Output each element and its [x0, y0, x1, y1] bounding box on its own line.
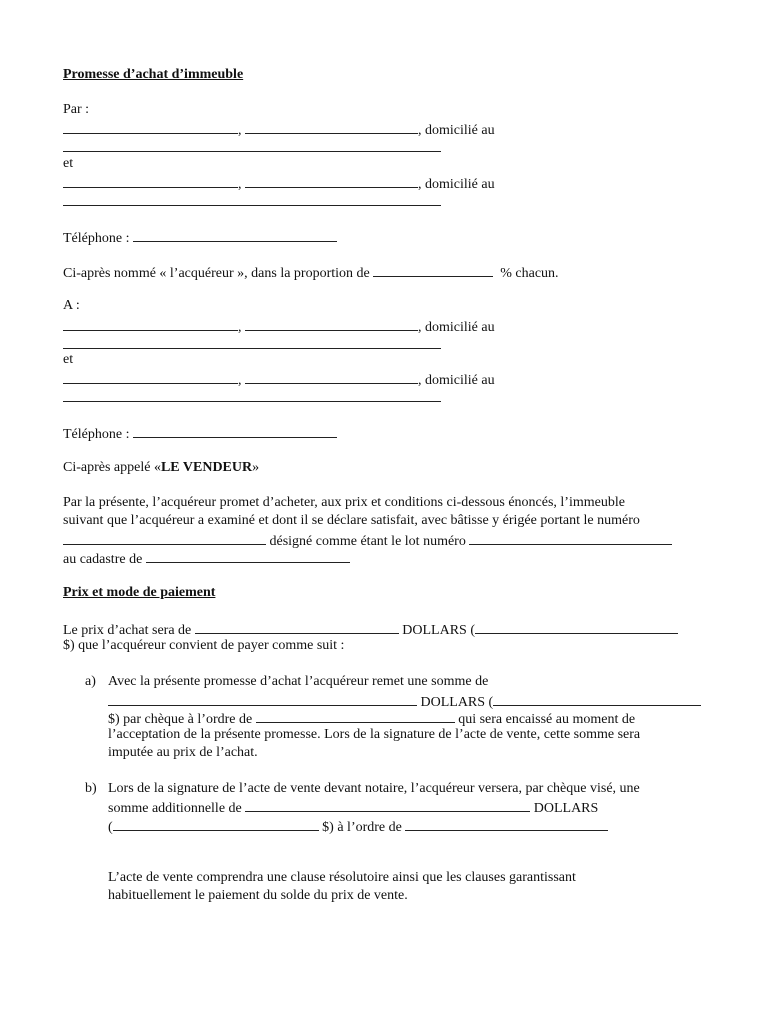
buyer-phone-label: Téléphone : — [63, 231, 130, 246]
cadastre-label: au cadastre de — [63, 552, 143, 567]
a-label: A : — [63, 298, 80, 313]
vendeur-prefix: Ci-après appelé « — [63, 460, 161, 475]
deposit-encaisse-label: qui sera encaissé au moment de — [458, 712, 636, 727]
price-line-2: $) que l’acquéreur convient de payer comme suit : — [63, 638, 345, 653]
deposit-words-field[interactable] — [108, 692, 417, 706]
item-a-label: a) — [85, 674, 96, 689]
seller-phone-row — [63, 424, 337, 443]
item-a-line-3 — [108, 709, 635, 728]
price-dollars-label: DOLLARS ( — [402, 623, 475, 638]
seller-et-label: et — [63, 352, 74, 367]
seller1-firstname-field[interactable] — [245, 317, 418, 331]
buyer1-firstname-field[interactable] — [245, 120, 418, 134]
buyer-proportion-label: Ci-après nommé « l’acquéreur », dans la proportion de — [63, 266, 370, 281]
par-label: Par : — [63, 102, 90, 117]
deposit-payee-field[interactable] — [256, 709, 455, 723]
buyer-et-label: et — [63, 156, 74, 171]
seller2-name-field[interactable] — [63, 370, 238, 384]
price-amount-field[interactable] — [475, 620, 678, 634]
closing-line-2: habituellement le paiement du solde du prix de vente. — [108, 888, 408, 903]
seller1-row: , , domicilié au — [63, 317, 495, 336]
price-line-1 — [63, 620, 678, 639]
additional-sum-label: somme additionnelle de — [108, 801, 242, 816]
buyer2-address-field[interactable] — [63, 192, 441, 206]
cadastre-field[interactable] — [146, 549, 350, 563]
buyer2-address-row — [63, 192, 441, 211]
intro-line-3 — [63, 531, 672, 550]
seller2-row: , , domicilié au — [63, 370, 495, 389]
item-a-line-4: l’acceptation de la présente promesse. Lors de la signature de l’acte de vente, cette somme sera — [108, 727, 641, 742]
seller2-address-row — [63, 388, 441, 407]
deposit-dollars-label: DOLLARS ( — [420, 695, 494, 710]
additional-amount-field[interactable] — [113, 817, 319, 831]
item-b-line-1: Lors de la signature de l’acte de vente devant notaire, l’acquéreur versera, par chèque visé, une — [108, 781, 640, 796]
seller-phone-field[interactable] — [133, 424, 337, 438]
vendeur-row — [63, 460, 259, 476]
lot-label: désigné comme étant le lot numéro — [269, 534, 466, 549]
buyer1-row: , , domicilié au — [63, 120, 495, 139]
buyer2-domicile-label: , domicilié au — [418, 177, 495, 192]
buyer1-name-field[interactable] — [63, 120, 238, 134]
intro-line-2: suivant que l’acquéreur a examiné et dont il se déclare satisfait, avec bâtisse y érigée portant le numéro — [63, 513, 640, 528]
seller2-address-field[interactable] — [63, 388, 441, 402]
seller2-firstname-field[interactable] — [245, 370, 418, 384]
item-a-line-1: Avec la présente promesse d’achat l’acquéreur remet une somme de — [108, 674, 489, 689]
proportion-field[interactable] — [373, 263, 493, 277]
additional-payee-field[interactable] — [405, 817, 608, 831]
buyer2-name-field[interactable] — [63, 174, 238, 188]
buyer2-row: , , domicilié au — [63, 174, 495, 193]
lot-number-field[interactable] — [469, 531, 672, 545]
buyer1-address-field[interactable] — [63, 138, 441, 152]
buyer1-domicile-label: , domicilié au — [418, 123, 495, 138]
buyer-phone-row — [63, 228, 337, 247]
price-label: Le prix d’achat sera de — [63, 623, 192, 638]
intro-line-4 — [63, 549, 350, 568]
seller1-domicile-label: , domicilié au — [418, 320, 495, 335]
vendeur-label: LE VENDEUR — [160, 460, 253, 475]
seller-phone-label: Téléphone : — [63, 427, 130, 442]
additional-dollars-label: DOLLARS — [533, 801, 599, 816]
chacun-label: % chacun. — [500, 266, 559, 281]
buyer-proportion-row — [63, 263, 559, 282]
page-title: Promesse d’achat d’immeuble — [63, 67, 244, 82]
civic-number-field[interactable] — [63, 531, 266, 545]
seller1-address-field[interactable] — [63, 335, 441, 349]
buyer2-firstname-field[interactable] — [245, 174, 418, 188]
item-b-label: b) — [85, 781, 97, 796]
additional-open-paren: ( — [108, 820, 113, 835]
buyer1-address-row — [63, 138, 441, 157]
item-a-line-5: imputée au prix de l’achat. — [108, 745, 258, 760]
payment-heading: Prix et mode de paiement — [63, 585, 216, 600]
seller1-address-row — [63, 335, 441, 354]
additional-words-field[interactable] — [245, 798, 530, 812]
buyer-phone-field[interactable] — [133, 228, 337, 242]
item-b-line-3 — [108, 817, 608, 836]
price-words-field[interactable] — [195, 620, 399, 634]
intro-line-1: Par la présente, l’acquéreur promet d’acheter, aux prix et conditions ci-dessous énoncés, l’immeuble — [63, 495, 625, 510]
seller2-domicile-label: , domicilié au — [418, 373, 495, 388]
closing-line-1: L’acte de vente comprendra une clause résolutoire ainsi que les clauses garantissant — [108, 870, 576, 885]
item-b-line-2 — [108, 798, 598, 817]
deposit-cheque-label: $) par chèque à l’ordre de — [108, 712, 253, 727]
additional-payee-label: $) à l’ordre de — [322, 820, 402, 835]
vendeur-suffix: » — [252, 460, 260, 475]
seller1-name-field[interactable] — [63, 317, 238, 331]
deposit-amount-field[interactable] — [493, 692, 701, 706]
